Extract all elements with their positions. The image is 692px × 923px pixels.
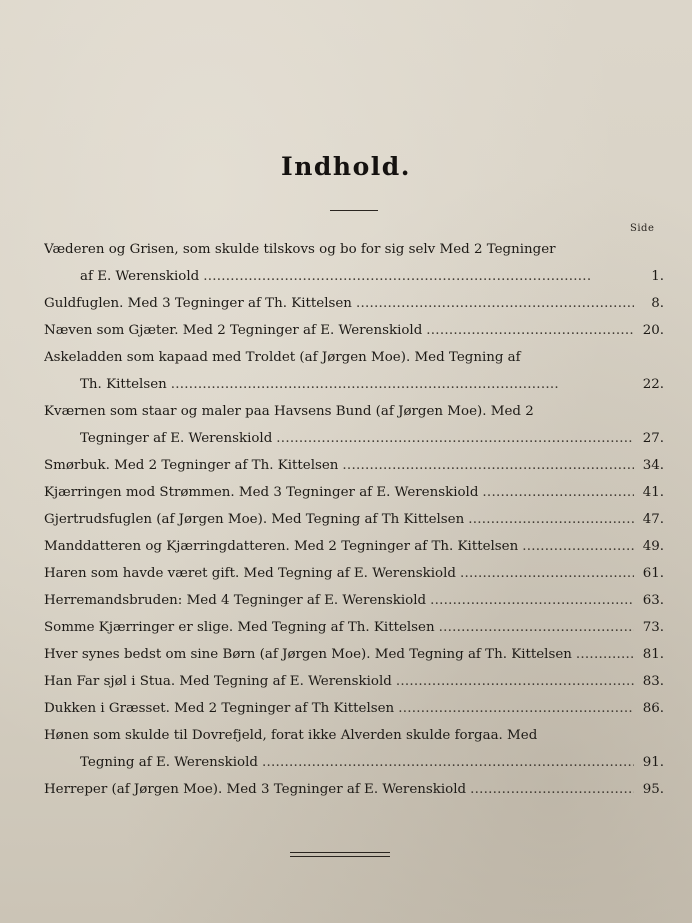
dot-leader [342,452,634,479]
toc-page-number: 61. [642,566,664,581]
toc-page-number: 83. [642,674,664,689]
dot-leader [482,479,634,506]
toc-entry [44,533,664,560]
toc-entry-title: Herremandsbruden: Med 4 Tegninger af E. Werenskiold [44,593,427,608]
toc-page-number: 41. [642,485,664,500]
toc-entry-title: Smørbuk. Med 2 Tegninger af Th. Kittelsen [44,458,339,473]
toc-entry-title: Tegning af E. Werenskiold [80,755,258,770]
toc-page-number: 73. [642,620,664,635]
dot-leader [468,506,634,533]
toc-entry [44,263,664,290]
toc-entry [44,614,664,641]
toc-entry-title: Hver synes bedst om sine Børn (af Jørgen Moe). Med Tegning af Th. Kittelsen [44,647,572,662]
dot-leader [203,263,634,290]
toc-entry-title: Han Far sjøl i Stua. Med Tegning af E. Werenskiold [44,674,392,689]
toc-page-number: 1. [651,269,664,284]
ornamental-double-rule [290,852,390,857]
toc-page-number: 47. [642,512,664,527]
toc-entry-title: Kjærringen mod Strømmen. Med 3 Tegninger af E. Werenskiold [44,485,479,500]
toc-entry [44,668,664,695]
toc-entry [44,776,664,803]
toc-entry-line: Hønen som skulde til Dovrefjeld, forat ikke Alverden skulde forgaa. Med [44,728,538,743]
toc-entry [44,425,664,452]
toc-page-number: 91. [642,755,664,770]
toc-entry-title: Th. Kittelsen [80,377,167,392]
toc-page-number: 86. [642,701,664,716]
toc-entry-title: Herreper (af Jørgen Moe). Med 3 Tegninger af E. Werenskiold [44,782,467,797]
toc-page-number: 49. [642,539,664,554]
dot-leader [576,641,634,668]
toc-page-number: 27. [642,431,664,446]
dot-leader [460,560,634,587]
toc-entry [44,695,664,722]
toc-entry [44,587,664,614]
dot-leader [398,695,634,722]
dot-leader [262,749,634,776]
toc-entry-title: Tegninger af E. Werenskiold [80,431,273,446]
contents-title: Indhold. [281,152,411,181]
dot-leader [470,776,634,803]
dot-leader [276,425,634,452]
dot-leader [522,533,634,560]
toc-entry-line: Kværnen som staar og maler paa Havsens Bund (af Jørgen Moe). Med 2 [44,404,534,419]
toc-entry [44,506,664,533]
toc-entry-title: af E. Werenskiold [80,269,200,284]
toc-entry [44,317,664,344]
toc-entry-line: Væderen og Grisen, som skulde tilskovs og bo for sig selv Med 2 Tegninger [44,242,556,257]
toc-page-number: 81. [642,647,664,662]
toc-entry-title: Haren som havde været gift. Med Tegning af E. Werenskiold [44,566,456,581]
toc-page-number: 22. [642,377,664,392]
dot-leader [356,290,634,317]
toc-entry [44,452,664,479]
toc-entry-title: Næven som Gjæter. Med 2 Tegninger af E. Werenskiold [44,323,423,338]
toc-entry [44,641,664,668]
toc-page-number: 63. [642,593,664,608]
toc-entry [44,479,664,506]
toc-entry [44,560,664,587]
dot-leader [426,317,634,344]
table-of-contents [44,236,664,803]
title-divider [330,210,378,211]
toc-entry-title: Somme Kjærringer er slige. Med Tegning af Th. Kittelsen [44,620,435,635]
toc-page-number: 95. [642,782,664,797]
toc-entry-line: Askeladden som kapaad med Troldet (af Jørgen Moe). Med Tegning af [44,350,521,365]
toc-entry [44,371,664,398]
dot-leader [171,371,634,398]
toc-page-number: 20. [642,323,664,338]
toc-entry-title: Guldfuglen. Med 3 Tegninger af Th. Kittelsen [44,296,352,311]
toc-entry [44,749,664,776]
toc-entry-title: Dukken i Græsset. Med 2 Tegninger af Th Kittelsen [44,701,395,716]
toc-page-number: 8. [651,296,664,311]
dot-leader [439,614,634,641]
toc-entry-title: Gjertrudsfuglen (af Jørgen Moe). Med Tegning af Th Kittelsen [44,512,465,527]
dot-leader [430,587,634,614]
page-column-label: Side [630,223,655,234]
toc-page-number: 34. [642,458,664,473]
toc-entry-title: Manddatteren og Kjærringdatteren. Med 2 Tegninger af Th. Kittelsen [44,539,519,554]
dot-leader [396,668,634,695]
toc-entry [44,290,664,317]
